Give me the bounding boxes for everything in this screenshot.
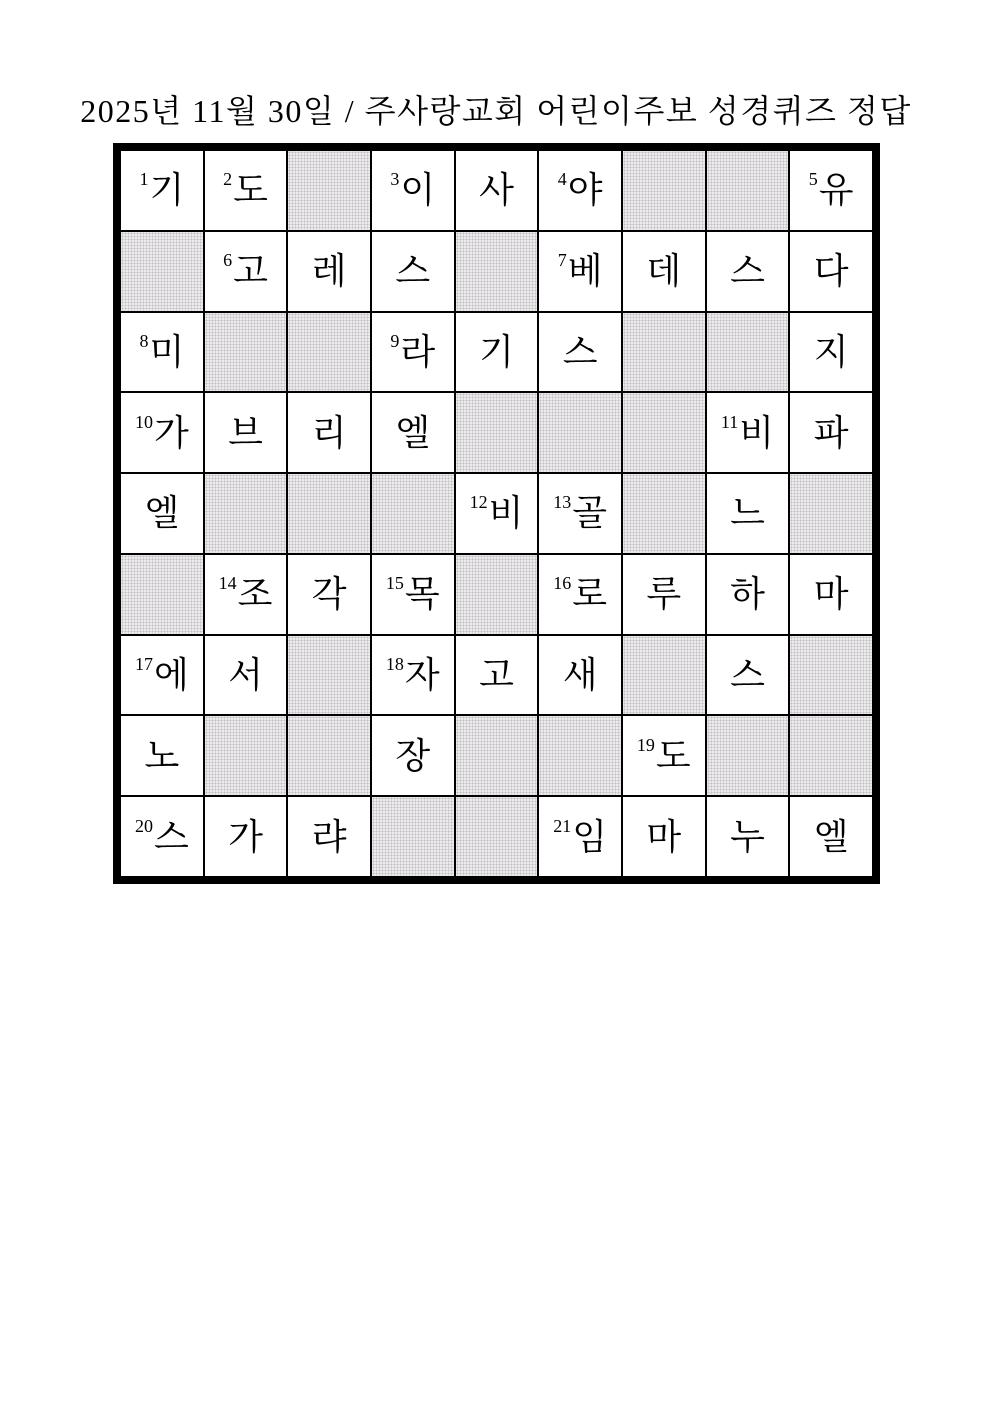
grid-cell-blocked	[622, 392, 706, 473]
grid-cell	[538, 635, 622, 716]
grid-cell	[789, 554, 873, 635]
grid-cell	[287, 392, 371, 473]
grid-cell	[538, 796, 622, 877]
cell-number: 14	[218, 573, 237, 594]
cell-number: 10	[134, 411, 153, 432]
grid-cell	[204, 554, 288, 635]
cell-number: 19	[636, 734, 655, 755]
cell-char: 야	[567, 170, 603, 211]
cell-char: 리	[311, 412, 347, 453]
cell-number: 3	[390, 169, 400, 190]
grid-cell	[287, 231, 371, 312]
grid-cell	[455, 473, 539, 554]
cell-char: 스	[395, 251, 431, 292]
answer-grid	[113, 143, 880, 884]
cell-char: 비	[739, 412, 775, 453]
grid-cell	[706, 392, 790, 473]
grid-cell-blocked	[287, 312, 371, 393]
grid-cell	[120, 473, 204, 554]
page-title: 2025년 11월 30일 / 주사랑교회 어린이주보 성경퀴즈 정답	[80, 93, 912, 129]
grid-cell	[287, 554, 371, 635]
cell-char: 가	[153, 412, 189, 453]
cell-char: 사	[479, 170, 514, 211]
cell-char: 고	[233, 251, 268, 292]
grid-cell	[120, 715, 204, 796]
grid-cell	[538, 473, 622, 554]
grid-cell	[538, 150, 622, 231]
cell-char: 에	[153, 655, 189, 696]
cell-char: 마	[646, 816, 682, 857]
grid-cell	[204, 635, 288, 716]
grid-cell	[622, 796, 706, 877]
grid-cell-blocked	[455, 392, 539, 473]
cell-char: 스	[562, 331, 598, 372]
cell-char: 데	[646, 251, 682, 292]
grid-cell	[204, 796, 288, 877]
grid-cell-blocked	[204, 715, 288, 796]
grid-cell-blocked	[371, 796, 455, 877]
grid-cell	[120, 635, 204, 716]
grid-cell	[538, 554, 622, 635]
cell-char: 자	[404, 655, 440, 696]
cell-number: 2	[223, 169, 233, 190]
cell-char: 골	[572, 493, 608, 534]
cell-number: 4	[557, 169, 567, 190]
cell-number: 5	[808, 169, 818, 190]
grid-cell-blocked	[287, 473, 371, 554]
cell-char: 다	[813, 251, 849, 292]
grid-cell	[789, 312, 873, 393]
cell-char: 스	[730, 251, 765, 292]
cell-char: 루	[646, 574, 682, 615]
cell-char: 노	[144, 735, 180, 776]
cell-char: 고	[479, 655, 514, 696]
cell-number: 20	[134, 815, 153, 836]
grid-cell-blocked	[455, 796, 539, 877]
grid-cell	[371, 554, 455, 635]
grid-cell	[706, 231, 790, 312]
grid-cell-blocked	[120, 231, 204, 312]
grid-cell-blocked	[204, 473, 288, 554]
grid-cell	[706, 554, 790, 635]
cell-char: 스	[730, 655, 765, 696]
grid-cell-blocked	[789, 715, 873, 796]
grid-cell	[706, 635, 790, 716]
grid-cell	[455, 635, 539, 716]
grid-cell-blocked	[455, 554, 539, 635]
cell-number: 1	[139, 169, 149, 190]
cell-char: 하	[730, 574, 765, 615]
grid-cell	[204, 392, 288, 473]
grid-cell-blocked	[371, 473, 455, 554]
grid-cell	[455, 312, 539, 393]
grid-cell	[538, 231, 622, 312]
cell-char: 랴	[311, 816, 347, 857]
cell-char: 비	[488, 493, 524, 534]
grid-cell-blocked	[287, 715, 371, 796]
grid-cell	[789, 150, 873, 231]
grid-cell-blocked	[706, 150, 790, 231]
cell-char: 지	[813, 331, 849, 372]
grid-cell-blocked	[622, 312, 706, 393]
grid-cell	[706, 796, 790, 877]
grid-cell	[287, 796, 371, 877]
grid-cell	[622, 715, 706, 796]
cell-char: 베	[567, 251, 603, 292]
cell-char: 레	[311, 251, 347, 292]
cell-char: 로	[572, 574, 608, 615]
grid-cell-blocked	[538, 715, 622, 796]
cell-number: 6	[223, 250, 233, 271]
grid-cell-blocked	[120, 554, 204, 635]
grid-cell	[120, 392, 204, 473]
grid-cell	[204, 150, 288, 231]
grid-cell-blocked	[204, 312, 288, 393]
grid-cell	[204, 231, 288, 312]
grid-cell	[371, 715, 455, 796]
cell-char: 각	[311, 574, 347, 615]
cell-char: 엘	[813, 816, 849, 857]
cell-char: 누	[730, 816, 765, 857]
cell-number: 7	[557, 250, 567, 271]
grid-cell-blocked	[455, 715, 539, 796]
grid-cell	[120, 796, 204, 877]
cell-number: 16	[553, 573, 572, 594]
grid-cell	[789, 796, 873, 877]
grid-cell-blocked	[622, 150, 706, 231]
cell-char: 기	[479, 331, 514, 372]
cell-char: 엘	[395, 412, 431, 453]
grid-cell	[789, 231, 873, 312]
cell-char: 브	[228, 412, 263, 453]
grid-cell-blocked	[622, 635, 706, 716]
cell-char: 느	[730, 493, 765, 534]
cell-char: 파	[813, 412, 849, 453]
cell-char: 새	[562, 655, 598, 696]
cell-char: 스	[153, 816, 189, 857]
cell-number: 18	[385, 654, 404, 675]
grid-cell	[538, 312, 622, 393]
grid-cell	[789, 392, 873, 473]
grid-cell	[371, 312, 455, 393]
grid-cell	[120, 150, 204, 231]
cell-char: 가	[228, 816, 263, 857]
grid-cell	[622, 231, 706, 312]
cell-number: 15	[385, 573, 404, 594]
cell-number: 12	[469, 492, 488, 513]
cell-char: 서	[228, 655, 263, 696]
cell-number: 9	[390, 330, 400, 351]
grid-cell-blocked	[622, 473, 706, 554]
cell-char: 엘	[144, 493, 180, 534]
cell-char: 기	[149, 170, 185, 211]
grid-cell-blocked	[287, 150, 371, 231]
cell-number: 11	[720, 411, 739, 432]
grid-cell-blocked	[538, 392, 622, 473]
cell-number: 8	[139, 330, 149, 351]
grid-cell	[371, 231, 455, 312]
cell-char: 이	[400, 170, 436, 211]
cell-char: 미	[149, 331, 185, 372]
grid-cell	[706, 473, 790, 554]
grid-cell-blocked	[789, 635, 873, 716]
cell-char: 목	[404, 574, 440, 615]
cell-char: 장	[395, 735, 431, 776]
grid-cell	[371, 392, 455, 473]
grid-cell	[371, 635, 455, 716]
grid-cell	[622, 554, 706, 635]
grid-cell	[120, 312, 204, 393]
grid-cell-blocked	[455, 231, 539, 312]
grid-cell-blocked	[287, 635, 371, 716]
cell-char: 임	[572, 816, 608, 857]
cell-char: 라	[400, 331, 436, 372]
cell-char: 도	[655, 735, 691, 776]
grid-cell-blocked	[789, 473, 873, 554]
cell-char: 도	[233, 170, 268, 211]
cell-char: 마	[813, 574, 849, 615]
grid-cell	[455, 150, 539, 231]
grid-cell-blocked	[706, 312, 790, 393]
cell-number: 17	[134, 654, 153, 675]
cell-char: 조	[237, 574, 273, 615]
cell-number: 13	[553, 492, 572, 513]
grid-cell	[371, 150, 455, 231]
cell-char: 유	[818, 170, 854, 211]
cell-number: 21	[553, 815, 572, 836]
grid-cell-blocked	[706, 715, 790, 796]
